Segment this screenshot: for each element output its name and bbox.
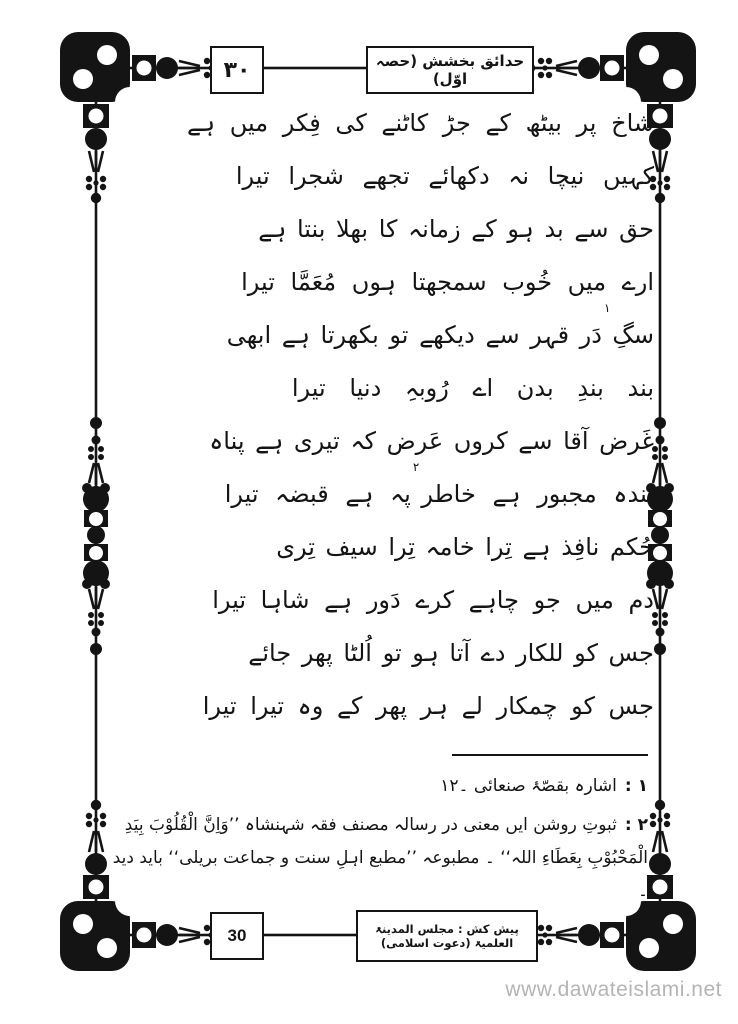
footnote-1-text: اشارہ بقصّۂ صنعائی ۔۱۲ [440,776,617,796]
footer-page-number-box [210,912,264,960]
verse-line-4: ارے میں خُوب سمجھتا ہوں مُعَمَّا تیرا [241,267,654,296]
verse-line-10: دم میں جو چاہے کرے دَور ہے شاہا تیرا [212,585,654,614]
footnote-divider [452,754,648,756]
verse-line-8: بندہ مجبور ہے خاطر ۲ پہ ہے قبضہ تیرا [224,460,654,508]
verse-line-12: جس کو چمکار لے ہر پھر کے وہ تیرا تیرا [202,691,654,720]
verse-line-6: بند بندِ بدن اے رُوبہِ دنیا تیرا [291,373,654,402]
footnote-2-marker: ۲ : [624,815,648,835]
footnote-2 [100,809,648,908]
header-page-number-box [210,46,264,94]
footnote-2-text: ثبوتِ روشن ایں معنی در رسالہ مصنف فقہ شہنشاہ ’’وَاِنَّ الْقُلُوْبَ بِیَدِ الْمَحْبُوْبِ بِعَطَاءِ اللہ‘‘ ۔ مطبوعہ ’’مطبع اہلِ سنت و جماعت بریلی‘‘ باید دید ۔ [112,815,648,901]
book-title: حدائق بخشش (حصہ اوّل) [375,52,525,88]
footnotes-section [100,770,648,914]
footnote-1-marker: ۱ : [624,776,648,796]
footnote-1 [100,770,648,803]
website-watermark: www.dawateislami.net [505,978,722,1001]
poem-area [106,96,654,732]
verse-line-3: حق سے بد ہو کے زمانہ کا بھلا بنتا ہے [258,214,654,243]
verse-line-7: غَرض آقا سے کروں عَرض کہ تیری ہے پناہ [209,426,654,455]
verse-line-9: حُکم نافِذ ہے تِرا خامہ تِرا سیف تِری [276,532,654,561]
verse-line-2: کہیں نیچا نہ دکھائے تجھے شجرا تیرا [235,161,654,190]
verse-line-1: شاخ پر بیٹھ کے جڑ کاٹنے کی فِکر میں ہے [186,108,654,137]
verse-line-5: سگِ ۱ دَر قہر سے دیکھے تو بکھرتا ہے ابھی [226,301,654,349]
header-page-number: ۳۰ [223,57,251,83]
footer-page-number: 30 [227,926,247,945]
publisher-credit: پیش کش : مجلس المدینۃ العلمیۃ (دعوت اسلامی) [375,921,519,950]
footer-publisher-box [356,910,538,962]
verse-line-11: جس کو للکار دے آتا ہو تو اُلٹا پھر جائے [248,638,654,667]
header-book-title-box [366,46,534,94]
